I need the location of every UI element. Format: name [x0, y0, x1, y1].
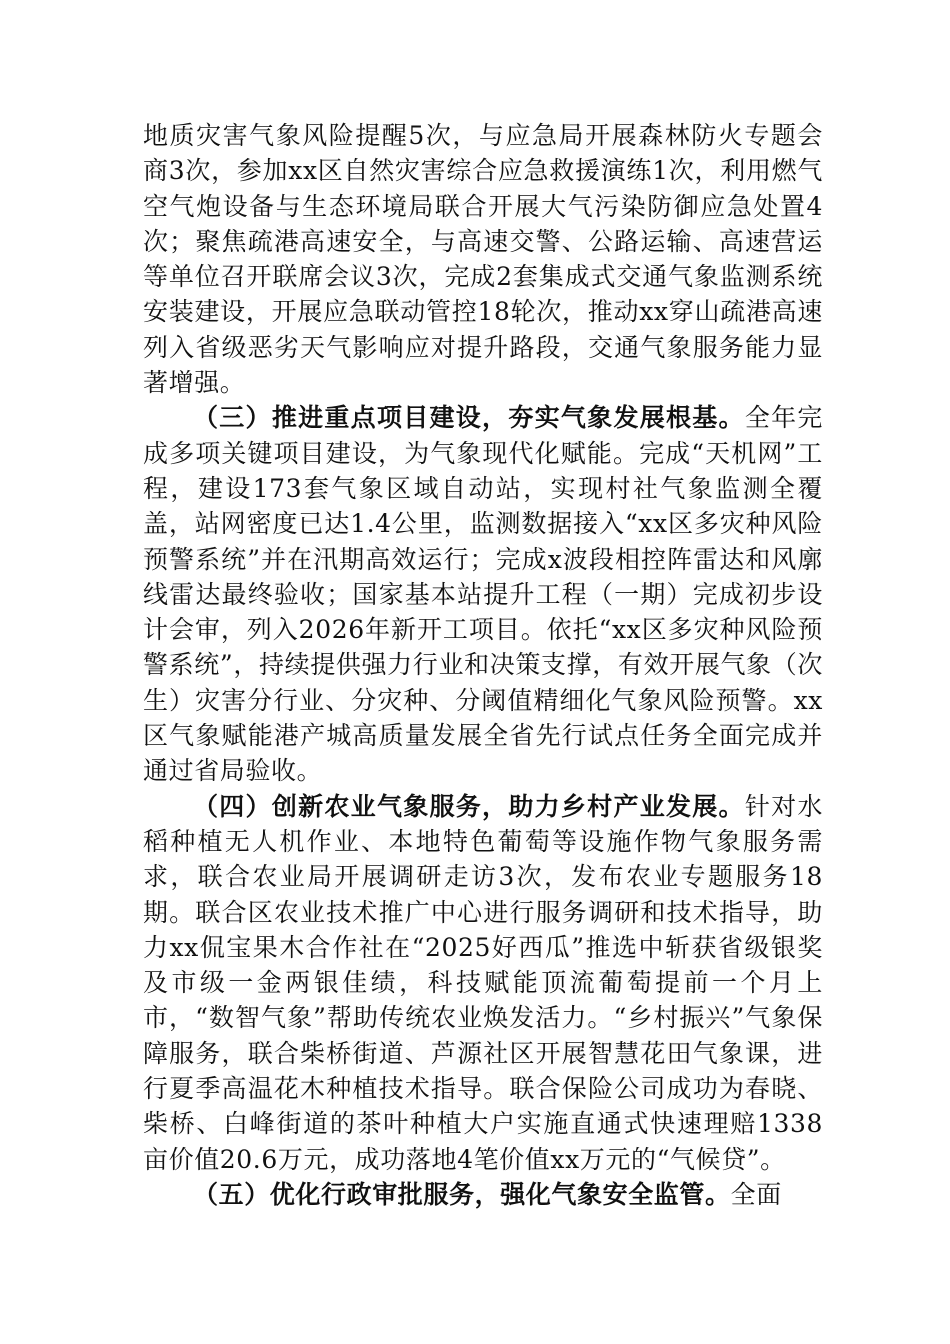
section-heading: （五）优化行政审批服务，强化气象安全监管。: [193, 1179, 731, 1209]
paragraph-section-4: [143, 789, 823, 1177]
paragraph-section-3: [143, 400, 823, 788]
paragraph-section-5: [143, 1177, 823, 1212]
paragraph-body: 针对水稻种植无人机作业、本地特色葡萄等设施作物气象服务需求，联合农业局开展调研走访3次，发布农业专题服务18期。联合区农业技术推广中心进行服务调研和技术指导，助力xx侃宝果木合作社在“2025好西瓜”推选中斩获省级银奖及市级一金两银佳绩，科技赋能顶流葡萄提前一个月上市，“数智气象”帮助传统农业焕发活力。“乡村振兴”气象保障服务，联合柴桥街道、芦源社区开展智慧花田气象课，进行夏季高温花木种植技术指导。联合保险公司成功为春晓、柴桥、白峰街道的茶叶种植大户实施直通式快速理赔1338亩价值20.6万元，成功落地4笔价值xx万元的“气候贷”。: [143, 791, 823, 1174]
section-heading: （三）推进重点项目建设，夯实气象发展根基。: [193, 403, 745, 433]
paragraph-body: 全年完成多项关键项目建设，为气象现代化赋能。完成“天机网”工程，建设173套气象区域自动站，实现村社气象监测全覆盖，站网密度已达1.4公里，监测数据接入“xx区多灾种风险预警系统”并在汛期高效运行；完成x波段相控阵雷达和风廓线雷达最终验收；国家基本站提升工程（一期）完成初步设计会审，列入2026年新开工项目。依托“xx区多灾种风险预警系统”，持续提供强力行业和决策支撑，有效开展气象（次生）灾害分行业、分灾种、分阈值精细化气象风险预警。xx区气象赋能港产城高质量发展全省先行试点任务全面完成并通过省局验收。: [143, 403, 823, 786]
paragraph-body: 地质灾害气象风险提醒5次，与应急局开展森林防火专题会商3次，参加xx区自然灾害综合应急救援演练1次，利用燃气空气炮设备与生态环境局联合开展大气污染防御应急处置4次；聚焦疏港高速安全，与高速交警、公路运输、高速营运等单位召开联席会议3次，完成2套集成式交通气象监测系统安装建设，开展应急联动管控18轮次，推动xx穿山疏港高速列入省级恶劣天气影响应对提升路段，交通气象服务能力显著增强。: [143, 121, 823, 398]
paragraph-continued: [143, 118, 823, 400]
document-page: [143, 118, 823, 1212]
paragraph-body: 全面: [730, 1179, 782, 1209]
section-heading: （四）创新农业气象服务，助力乡村产业发展。: [193, 791, 745, 821]
